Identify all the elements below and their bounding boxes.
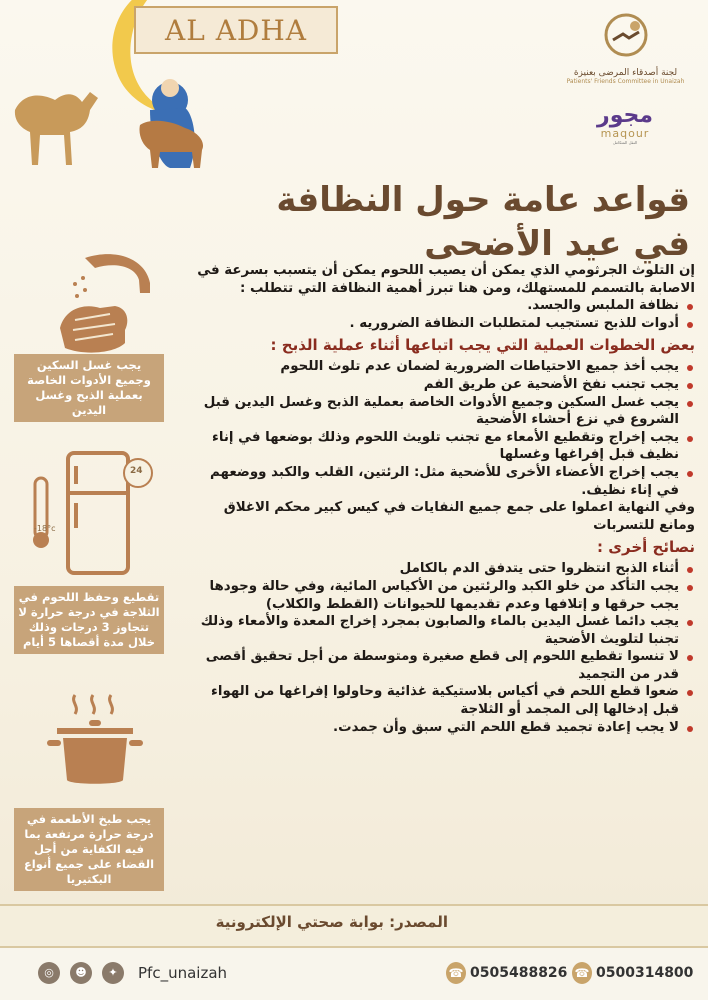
step-item: يجب إخراج الأعضاء الأخرى للأضحية مثل: الرئتين، القلب والكبد ووضعهم في إناء نظيف. — [190, 464, 695, 499]
snapchat-icon[interactable]: ☻ — [70, 962, 92, 984]
phone-icon: ☎ — [572, 962, 592, 984]
twitter-icon[interactable]: ✦ — [102, 962, 124, 984]
phone-icon: ☎ — [446, 962, 466, 984]
hours-label: 24 — [130, 466, 143, 476]
intro-bullet: نظافة الملبس والجسد. — [190, 297, 695, 315]
intro-bullet: أدوات للذبح تستجيب لمتطلبات النظافة الضروريه . — [190, 315, 695, 333]
temperature-label: -18°c — [34, 524, 56, 533]
logo2-english-name: maqour — [600, 127, 650, 140]
step-item: يجب أخذ جميع الاحتياطات الضرورية لضمان عدم تلوث اللحوم — [190, 358, 695, 376]
header — [0, 0, 708, 165]
tips-heading: نصائح أخرى : — [597, 538, 695, 557]
instagram-icon[interactable]: ◎ — [38, 962, 60, 984]
caption-cook: يجب طبخ الأطعمة في درجة حرارة مرتفعة بما فيه الكفاية من أجل القضاء على جميع أنواع البكتيريا — [14, 808, 164, 891]
steps-heading: بعض الخطوات العملية التي يجب اتباعها أثناء عملية الذبح : — [270, 336, 695, 355]
logo2-subtitle: النقل المتكامل — [612, 140, 638, 145]
maqour-logo — [575, 105, 675, 155]
page-title — [276, 178, 690, 266]
step-item: يجب غسل السكين وجميع الأدوات الخاصة بعملية الذبح وغسل اليدين قبل الشروع في نزع أحشاء الأضحية — [190, 394, 695, 429]
patients-friends-logo — [548, 8, 703, 103]
tip-item: أثناء الذبح انتظروا حتى يتدفق الدم بالكامل — [190, 560, 695, 578]
title-line-1: قواعد عامة حول النظافة — [276, 180, 690, 220]
tip-item: يجب دائما غسل اليدين بالماء والصابون بمجرد إخراج المعدة والأمعاء وذلك تجنبا لتلويث الأضحية — [190, 613, 695, 648]
step-item: يجب تجنب نفخ الأضحية عن طريق الفم — [190, 376, 695, 394]
tip-item: لا تنسوا تقطيع اللحوم إلى قطع صغيرة ومتوسطة من أجل تحقيق أقصى قدر من التجميد — [190, 648, 695, 683]
logo2-arabic-name: مجور — [597, 103, 653, 128]
step-item: يجب إخراج وتقطيع الأمعاء مع تجنب تلويث اللحوم وذلك بوضعها في إناء نظيف قبل إفراغها وغسلها — [190, 429, 695, 464]
social-handle[interactable]: Pfc_unaizah — [138, 964, 228, 982]
closing-paragraph: وفي النهاية اعملوا على جمع جميع النفايات في كيس كبير محكم الاغلاق ومانع للتسربات — [223, 500, 695, 533]
source-label: المصدر: بوابة صحتي الإلكترونية — [215, 913, 448, 931]
tip-item: ضعوا قطع اللحم في أكياس بلاستيكية غذائية وحاولوا إفراغها من الهواء قبل إدخالها إلى المجمد أو الثلاجة — [190, 683, 695, 718]
sheep-camel-illustration — [10, 70, 230, 170]
hand-washing-icon — [55, 248, 155, 358]
al-adha-banner: AL ADHA — [134, 6, 338, 54]
caption-fridge: تقطيع وحفظ اللحوم في الثلاجة في درجة حرارة لا تتجاوز 3 درجات وذلك خلال مدة أقصاها 5 أيام — [14, 586, 164, 654]
title-line-2: في عيد الأضحى — [424, 224, 690, 264]
logo1-arabic-name: لجنة أصدقاء المرضى بعنيزة — [573, 68, 678, 78]
phone-number-1[interactable]: 0505488826 — [470, 965, 568, 981]
tip-item: يجب التأكد من خلو الكبد والرئتين من الأكياس المائية، وفي حالة وجودها يجب حرقها و إتلافها وعدم تقديمها للحيوانات (القطط والكلاب) — [190, 578, 695, 613]
phone-number-2[interactable]: 0500314800 — [596, 965, 694, 981]
body-text — [190, 262, 695, 736]
tip-item: لا يجب إعادة تجميد قطع اللحم التي سبق وأن جمدت. — [190, 719, 695, 737]
cooking-pot-icon — [45, 690, 145, 790]
committee-logo-icon — [599, 8, 653, 62]
logo1-english-name: Patients' Friends Committee in Unaizah — [566, 78, 685, 85]
intro-paragraph: إن التلوث الجرثومي الذي يمكن أن يصيب اللحوم يمكن أن يتسبب بسرعة في الاصابة بالتسمم للمستهلك، ومن هنا تبرز أهمية النظافة التي تتطلب : — [197, 263, 695, 296]
caption-wash: يجب غسل السكين وجميع الأدوات الخاصة بعملية الذبح وغسل اليدين — [14, 354, 164, 422]
